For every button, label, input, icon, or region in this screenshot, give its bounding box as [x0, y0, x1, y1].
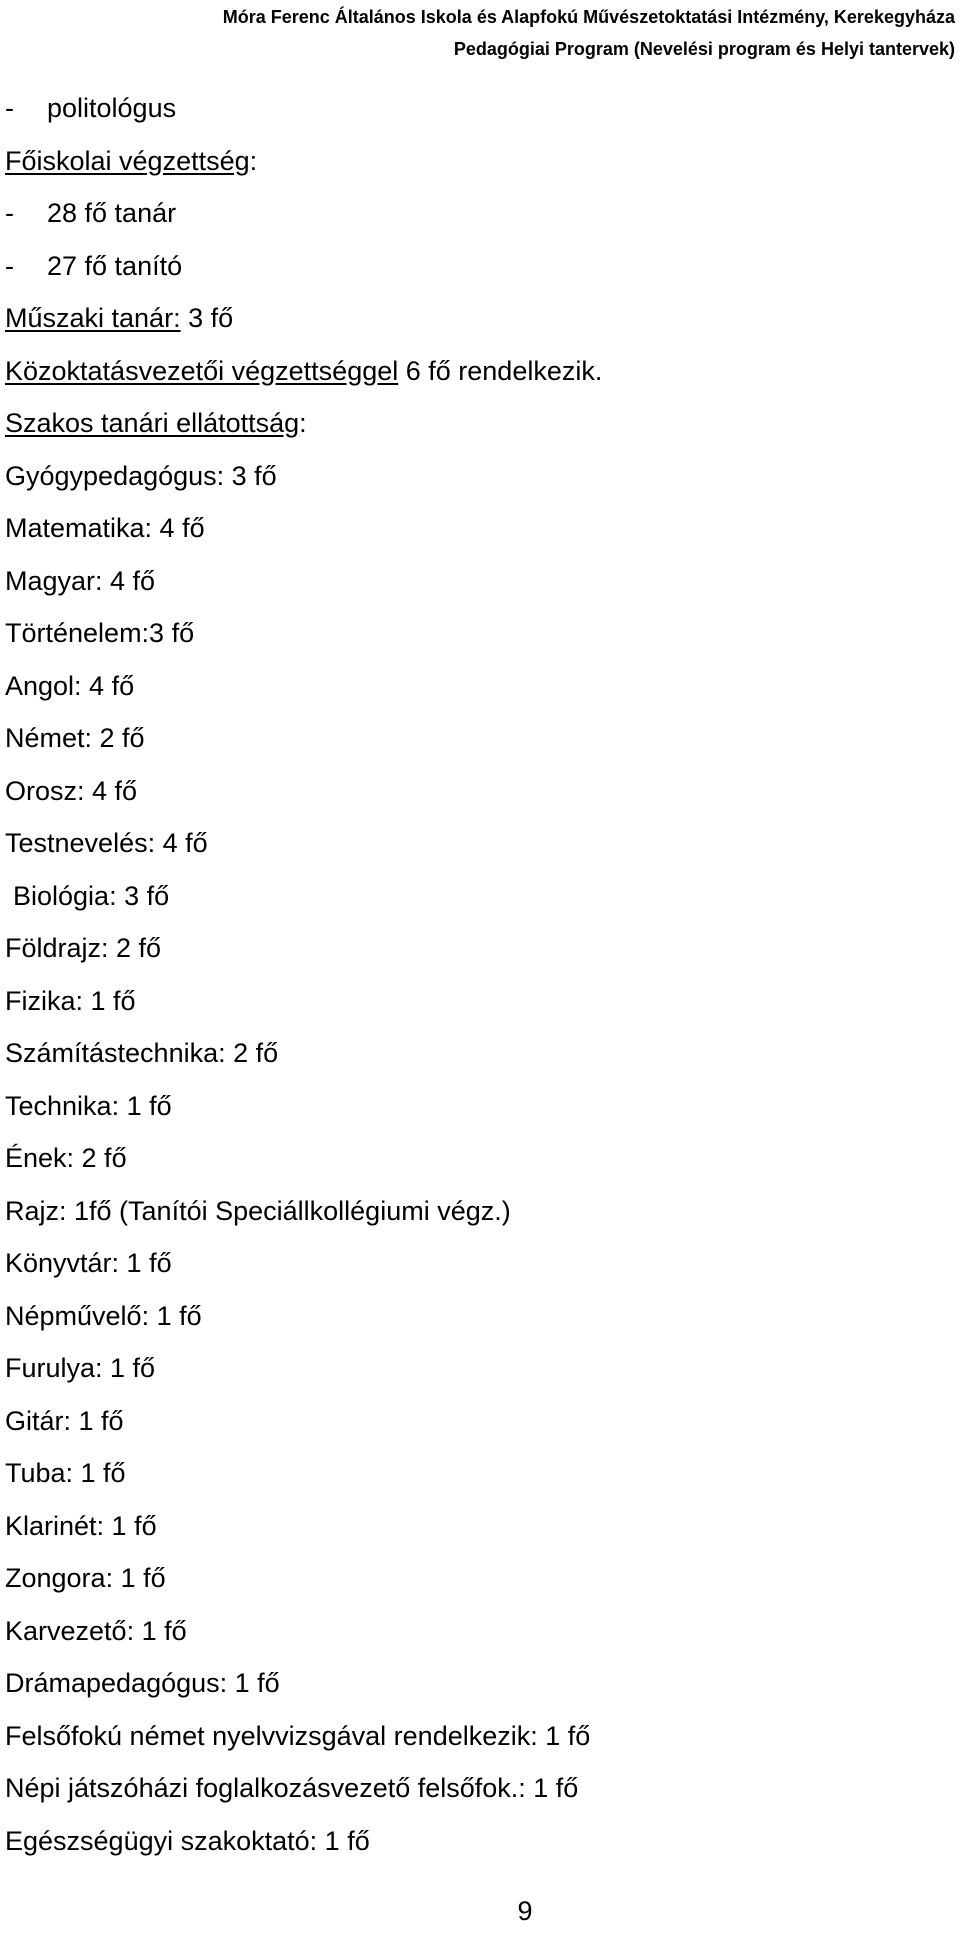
line-nemet: Német: 2 fő: [5, 723, 145, 753]
header-document-title: Pedagógiai Program (Nevelési program és Helyi tantervek): [453, 39, 955, 59]
line-angol: Angol: 4 fő: [5, 670, 135, 701]
page-number: 9: [517, 1896, 533, 1926]
line-kozoktatasvezetoi: Közoktatásvezetői végzettséggel 6 fő rendelkezik.: [5, 355, 603, 386]
underlined-label: Közoktatásvezetői végzettséggel: [5, 355, 399, 386]
underlined-label: Szakos tanári ellátottság: [5, 408, 300, 438]
heading-szakos-tanari: Szakos tanári ellátottság:: [5, 408, 307, 438]
line-testneveles: Testnevelés: 4 fő: [5, 828, 208, 858]
line-tuba: Tuba: 1 fő: [5, 1458, 126, 1488]
line-rajz: Rajz: 1fő (Tanítói Speciállkollégiumi végz.): [5, 1195, 511, 1226]
list-item-tanito: - 27 fő tanító: [5, 246, 955, 299]
underlined-label: Főiskolai végzettség: [5, 145, 250, 176]
line-nepmuvelo: Népművelő: 1 fő: [5, 1300, 202, 1331]
line-klarinet: Klarinét: 1 fő: [5, 1510, 157, 1541]
line-nepi-jatszohazi: Népi játszóházi foglalkozásvezető felsőfok.: 1 fő: [5, 1773, 579, 1803]
line-enek: Ének: 2 fő: [5, 1143, 127, 1173]
heading-foiskolai: Főiskolai végzettség:: [5, 145, 258, 176]
line-konyvtar: Könyvtár: 1 fő: [5, 1248, 172, 1278]
line-furulya: Furulya: 1 fő: [5, 1353, 156, 1383]
line-magyar: Magyar: 4 fő: [5, 565, 156, 596]
list-item-tanar: - 28 fő tanár: [5, 193, 955, 246]
list-item-politologus: - politológus: [5, 88, 955, 141]
line-biologia: Biológia: 3 fő: [13, 880, 170, 911]
line-orosz: Orosz: 4 fő: [5, 775, 138, 806]
line-zongora: Zongora: 1 fő: [5, 1563, 166, 1593]
dash: -: [5, 198, 14, 228]
line-fizika: Fizika: 1 fő: [5, 985, 136, 1016]
line-gyogypedagogus: Gyógypedagógus: 3 fő: [5, 460, 277, 491]
line-technika: Technika: 1 fő: [5, 1090, 172, 1121]
line-nemet-nyelvvizsga: Felsőfokú német nyelvvizsgával rendelkezik: 1 fő: [5, 1720, 591, 1751]
document-body: [5, 88, 955, 1873]
line-gitar: Gitár: 1 fő: [5, 1405, 124, 1436]
line-foldrajz: Földrajz: 2 fő: [5, 933, 162, 963]
line-szamitastechnika: Számítástechnika: 2 fő: [5, 1038, 279, 1068]
header-institution: Móra Ferenc Általános Iskola és Alapfokú Művészetoktatási Intézmény, Kerekegyháza: [222, 7, 955, 27]
line-matematika: Matematika: 4 fő: [5, 513, 205, 543]
underlined-label: Műszaki tanár:: [5, 303, 181, 333]
line-tortenelem: Történelem:3 fő: [5, 618, 195, 648]
dash: -: [5, 93, 14, 123]
line-dramapedagogus: Drámapedagógus: 1 fő: [5, 1668, 280, 1698]
line-muszaki-tanar: Műszaki tanár: 3 fő: [5, 303, 234, 333]
line-karvezeto: Karvezető: 1 fő: [5, 1615, 187, 1646]
line-egeszsegugyi: Egészségügyi szakoktató: 1 fő: [5, 1825, 370, 1856]
dash: -: [5, 250, 14, 281]
